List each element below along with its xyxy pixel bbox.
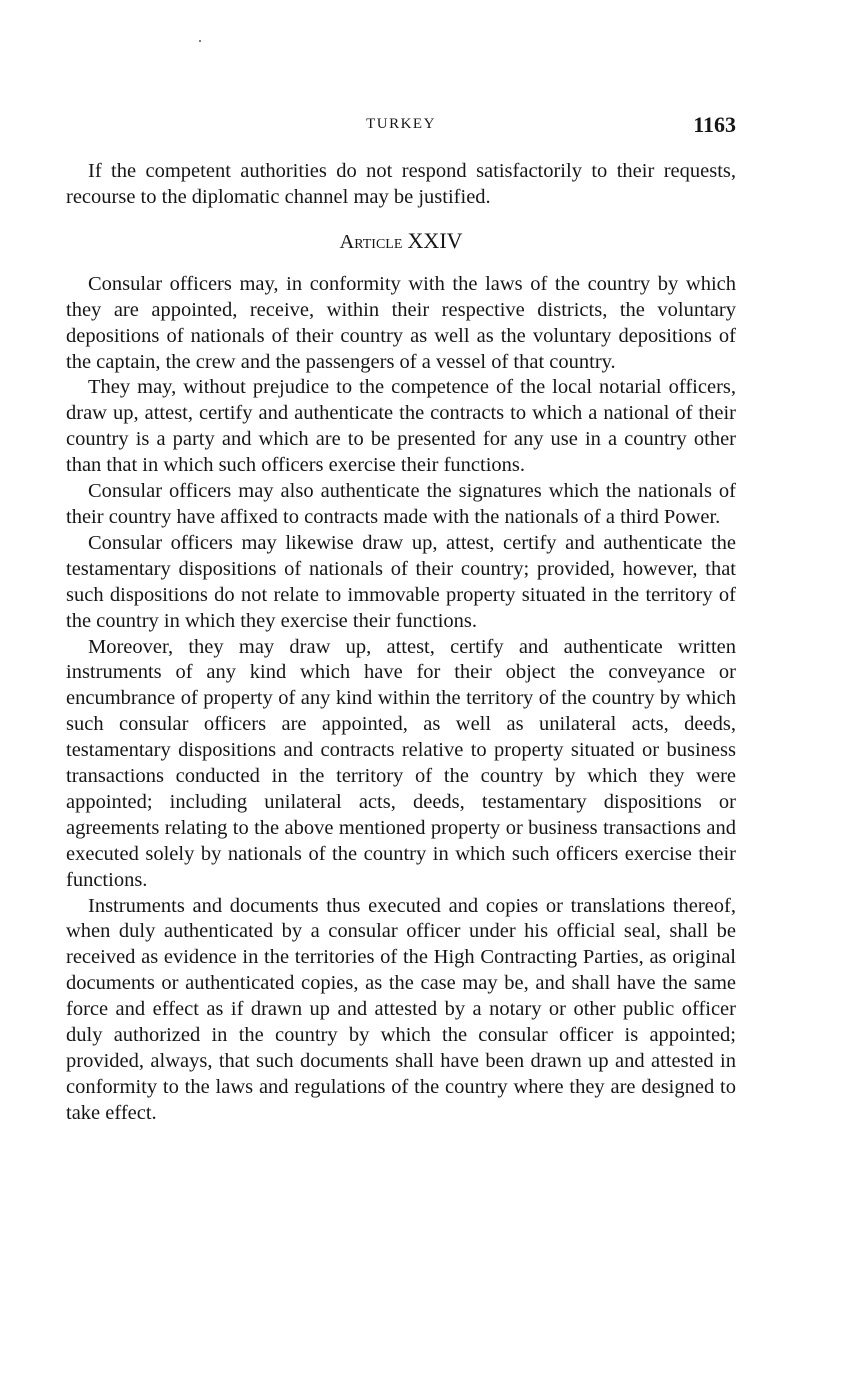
paragraph-5: Moreover, they may draw up, attest, certify and authenticate written instruments of any kind which have for their object the conveyance or encumbrance of property of any kind within the territory of the country by which such consular officers are appointed, as well as unilateral acts, deeds, testamentary dispositions and contracts relative to property situated or business transactions conducted in the territory of the country by which they were appointed; including unilateral acts, deeds, testamentary dispositions or agreements relating to the above mentioned property or business transactions and executed solely by nationals of the country in which such officers exercise their functions.: [66, 635, 736, 891]
paragraph-3: Consular officers may also authenticate the signatures which the nationals of their country have affixed to contracts made with the nationals of a third Power.: [66, 480, 736, 528]
scan-speck: [199, 40, 201, 42]
page-header: [66, 112, 736, 142]
paragraph-1: Consular officers may, in conformity with the laws of the country by which they are appointed, receive, within their respective districts, the voluntary depositions of nationals of their country as well as the voluntary depositions of the captain, the crew and the passengers of a vessel of that country.: [66, 272, 736, 373]
paragraph-4: Consular officers may likewise draw up, attest, certify and authenticate the testamentary dispositions of nationals of their country; provided, however, that such dispositions do not relate to immovable property situated in the territory of the country in which they exercise their functions.: [66, 531, 736, 632]
paragraph-6: Instruments and documents thus executed and copies or translations thereof, when duly authenticated by a consular officer under his official seal, shall be received as evidence in the territories of the High Contracting Parties, as original documents or authenticated copies, as the case may be, and shall have the same force and effect as if drawn up and attested by a notary or other public officer duly authorized in the country by which the consular officer is appointed; provided, always, that such documents shall have been drawn up and attested in conformity to the laws and regulations of the country where they are designed to take effect.: [66, 894, 736, 1124]
page-body: [66, 159, 736, 1127]
intro-paragraph: If the competent authorities do not respond satisfactorily to their requests, recourse to the diplomatic channel may be justified.: [66, 160, 736, 208]
article-heading-number: XXIV: [407, 227, 463, 253]
running-head: TURKEY: [366, 116, 436, 132]
article-heading: [66, 228, 736, 255]
article-heading-word: Article: [339, 230, 403, 253]
page-number: 1163: [693, 112, 736, 137]
paragraph-2: They may, without prejudice to the competence of the local notarial officers, draw up, attest, certify and authenticate the contracts to which a national of their country is a party and which are to be presented for any use in a country other than that in which such officers exercise their functions.: [66, 376, 736, 477]
